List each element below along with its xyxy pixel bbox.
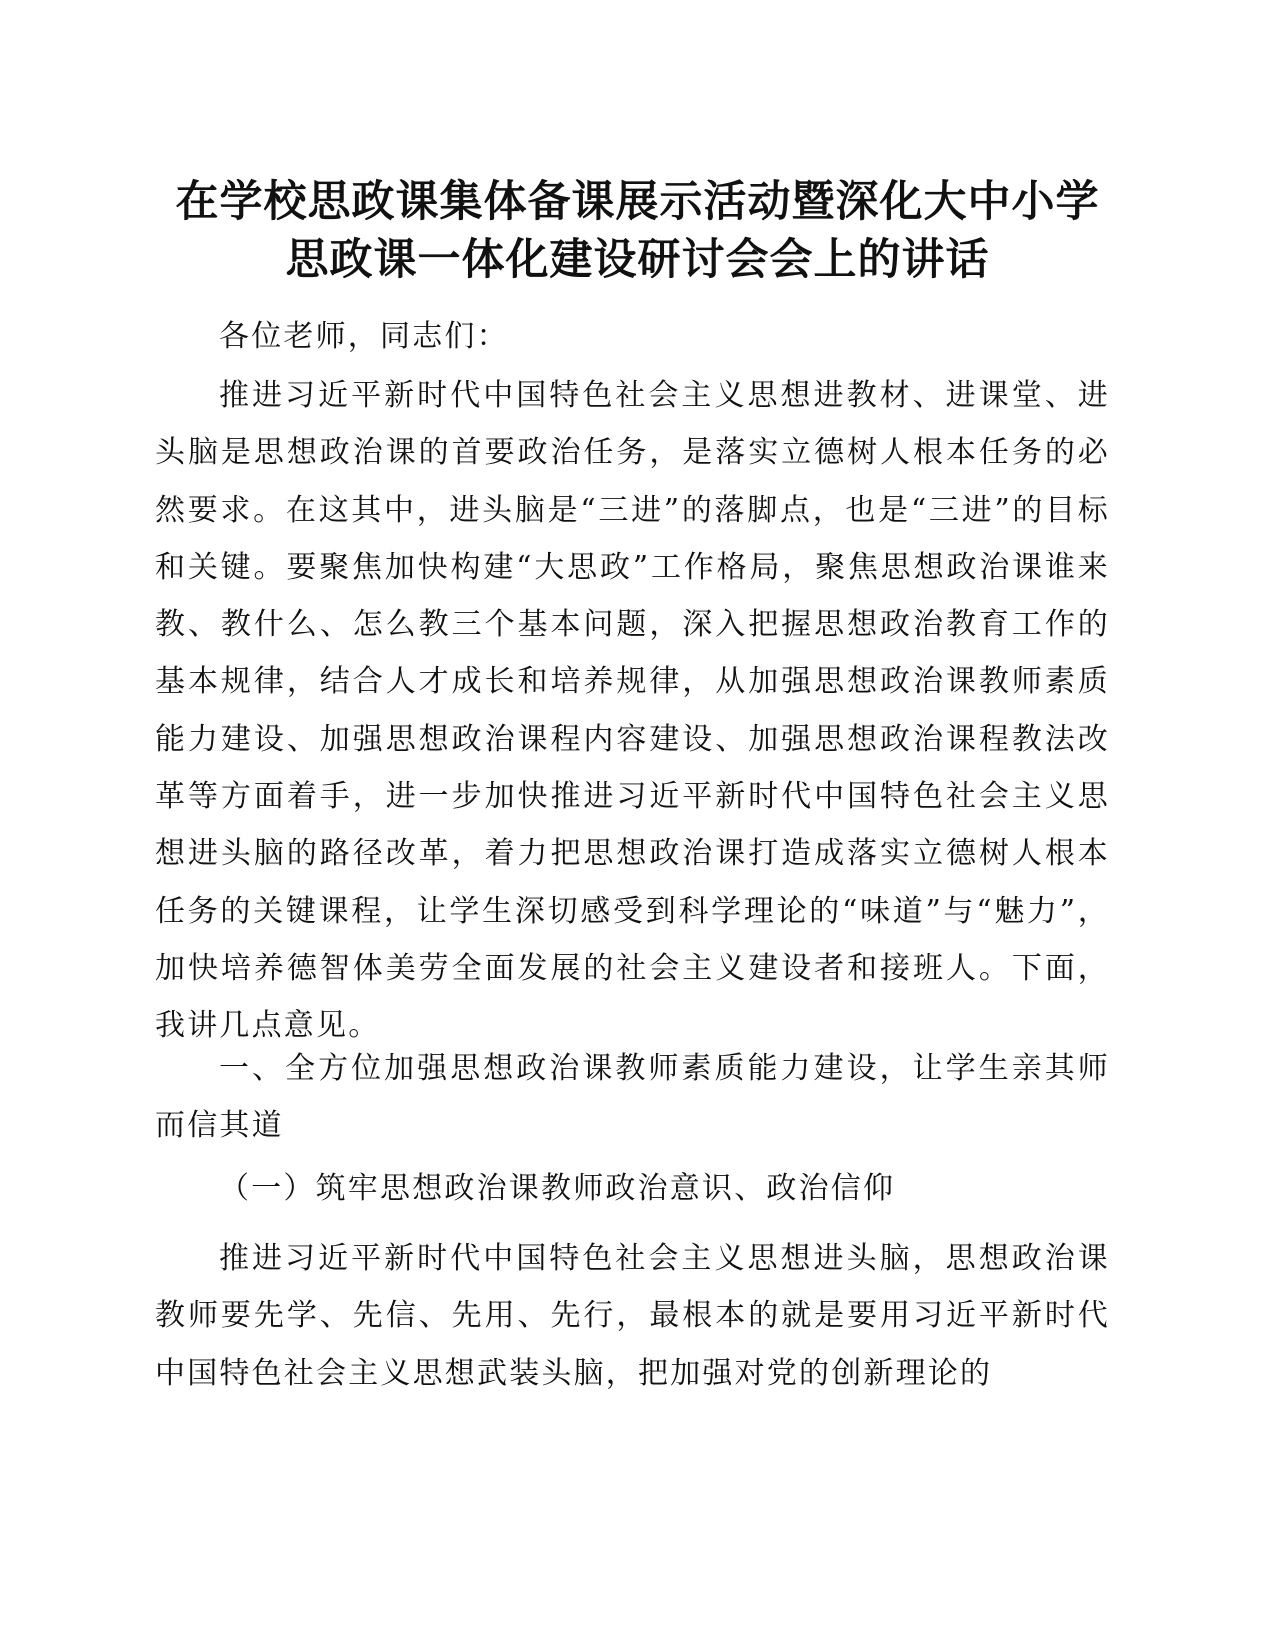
- section-heading-1: 一、全方位加强思想政治课教师素质能力建设，让学生亲其师而信其道: [155, 1051, 1110, 1144]
- salutation: 各位老师，同志们：: [219, 319, 509, 354]
- document-title-line-2: 思政课一体化建设研讨会会上的讲话: [285, 235, 990, 285]
- paragraph-section-1: 推进习近平新时代中国特色社会主义思想进头脑，思想政治课教师要先学、先信、先用、先行，最根本的就是要用习近平新时代中国特色社会主义思想武装头脑，把加强对党的创新理论的: [155, 1241, 1110, 1391]
- paragraph-intro: 推进习近平新时代中国特色社会主义思想进教材、进课堂、进头脑是思想政治课的首要政治任务，是落实立德树人根本任务的必然要求。在这其中，进头脑是“三进”的落脚点，也是“三进”的目标和关键。要聚焦加快构建“大思政”工作格局，聚焦思想政治课谁来教、教什么、怎么教三个基本问题，深入把握思想政治教育工作的基本规律，结合人才成长和培养规律，从加强思想政治课教师素质能力建设、加强思想政治课程内容建设、加强思想政治课程教法改革等方面着手，进一步加快推进习近平新时代中国特色社会主义思想进头脑的路径改革，着力把思想政治课打造成落实立德树人根本任务的关键课程，让学生深切感受到科学理论的“味道”与“魅力”，加快培养德智体美劳全面发展的社会主义建设者和接班人。下面，我讲几点意见。: [155, 378, 1110, 1044]
- subsection-heading-1: （一）筑牢思想政治课教师政治意识、政治信仰: [219, 1171, 896, 1206]
- document-title-line-1: 在学校思政课集体备课展示活动暨深化大中小学: [175, 177, 1100, 227]
